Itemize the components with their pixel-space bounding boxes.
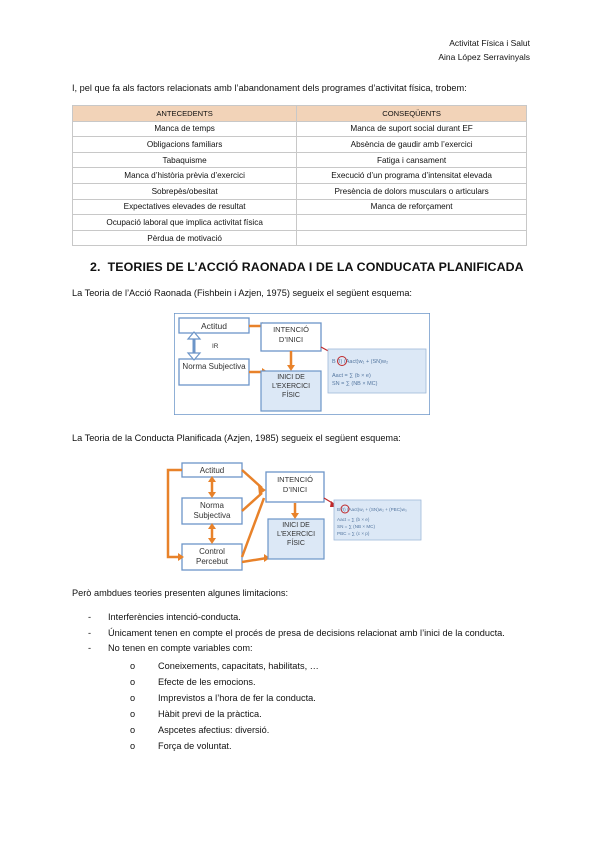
table-row	[73, 168, 527, 184]
norma-label: Norma Subjectiva	[193, 501, 231, 520]
sublist-item	[130, 674, 528, 690]
table-cell: Manca d’història prèvia d’exercici	[73, 168, 297, 184]
control-label: Control Percebut	[195, 547, 229, 566]
formula-line1: B (I) (Aact)w₁ + (SN)w₂	[332, 359, 389, 365]
formula-line4: PBC = ∑ (c × p)	[337, 531, 370, 536]
list-dash: -	[88, 612, 92, 622]
formula-line2: Aact = ∑ (b × e)	[337, 517, 370, 522]
table-cell: Absència de gaudir amb l’exercici	[297, 137, 527, 153]
column-header: CONSEQÜENTS	[297, 106, 527, 122]
section-heading	[90, 260, 524, 274]
factors-table	[72, 105, 527, 246]
table-cell: Pèrdua de motivació	[73, 230, 297, 246]
list-dash: -	[88, 627, 92, 638]
list-item-text: No tenen en compte variables com:	[108, 643, 253, 653]
header-subject: Activitat Física i Salut	[449, 38, 530, 48]
list-item-text: Interferències intenció-conducta.	[108, 612, 241, 622]
sublist-item-text: Força de voluntat.	[158, 740, 232, 751]
sublist-item	[130, 738, 528, 754]
table-row	[73, 152, 527, 168]
list-item-text: Únicament tenen en compte el procés de presa de decisions relacionat amb l’inici de la conducta.	[108, 627, 505, 638]
table-cell: Sobrepès/obesitat	[73, 183, 297, 199]
intencio-label: INTENCIÓ D’INICI	[273, 325, 309, 344]
sublist-bullet: o	[130, 676, 136, 687]
diagram-accio-raonada	[174, 313, 430, 415]
inici-label: INICI DE L’EXERCICI FÍSIC	[276, 522, 316, 547]
arrow-actitud-intencio	[242, 470, 262, 488]
formula-line3: SN = ∑ (NB × MC)	[332, 381, 378, 387]
list-item	[88, 610, 528, 626]
inici-label: INICI DE L’EXERCICI FÍSIC	[271, 374, 311, 399]
table-cell: Manca de suport social durant EF	[297, 121, 527, 137]
sublist-item	[130, 690, 528, 706]
list-item	[88, 641, 528, 754]
table-row	[73, 121, 527, 137]
sublist-item-text: Imprevistos a l’hora de fer la conducta.	[158, 692, 316, 703]
table-header-row	[73, 106, 527, 122]
table-cell	[297, 215, 527, 231]
page-header	[438, 36, 530, 64]
sublist-bullet: o	[130, 724, 136, 735]
para-accio-raonada: La Teoria de l’Acció Raonada (Fishbein i Azjen, 1975) segueix el següent esquema:	[72, 288, 412, 298]
table-row	[73, 137, 527, 153]
table-row	[73, 230, 527, 246]
list-dash: -	[88, 643, 92, 653]
table-cell: Execució d’un programa d’intensitat elevada	[297, 168, 527, 184]
table-cell	[297, 230, 527, 246]
table-cell: Ocupació laboral que implica activitat física	[73, 215, 297, 231]
table-cell: Obligacions familiars	[73, 137, 297, 153]
table-cell: Fatiga i cansament	[297, 152, 527, 168]
sublist-item-text: Coneixements, capacitats, habilitats, …	[158, 660, 319, 671]
sublist-item-text: Hàbit previ de la pràctica.	[158, 708, 262, 719]
actitud-label: Actitud	[201, 321, 227, 331]
sublist-bullet: o	[130, 660, 136, 671]
table-row	[73, 215, 527, 231]
table-cell: Tabaquisme	[73, 152, 297, 168]
sublist-item-text: Aspcetes afectius: diversió.	[158, 724, 270, 735]
section-number: 2.	[90, 260, 101, 274]
table-cell: Manca de reforçament	[297, 199, 527, 215]
intro-text: I, pel que fa als factors relacionats amb l’abandonament dels programes d’activitat física, trobem:	[72, 83, 467, 93]
norma-label: Norma Subjectiva	[182, 362, 246, 371]
table-row	[73, 183, 527, 199]
para-conducta-planificada: La Teoria de la Conducta Planificada (Azjen, 1985) segueix el següent esquema:	[72, 433, 401, 443]
arrow-control-inici	[242, 558, 267, 562]
table-cell: Expectatives elevades de resultat	[73, 199, 297, 215]
sublist-bullet: o	[130, 692, 136, 703]
section-title: TEORIES DE L’ACCIÓ RAONADA I DE LA CONDUCATA PLANIFICADA	[107, 260, 524, 274]
limitations-list	[88, 610, 528, 754]
formula-line1: B (I) (Aact)w₁ + (SN)w₂ + (PBC)w₃	[337, 507, 407, 512]
sublist-bullet: o	[130, 740, 136, 751]
formula-line3: SN = ∑ (NB × MC)	[337, 524, 375, 529]
header-author: Aina López Serravinyals	[438, 52, 530, 62]
table-row	[73, 199, 527, 215]
table-cell: Manca de temps	[73, 121, 297, 137]
variables-sublist	[108, 658, 528, 754]
ir-label: IR	[212, 343, 219, 350]
sublist-item	[130, 706, 528, 722]
sublist-item-text: Efecte de les emocions.	[158, 676, 256, 687]
table-cell: Presència de dolors musculars o articulars	[297, 183, 527, 199]
para-limitacions: Però ambdues teories presenten algunes limitacions:	[72, 588, 289, 598]
column-header: ANTECEDENTS	[73, 106, 297, 122]
list-item	[88, 626, 528, 642]
sublist-item	[130, 722, 528, 738]
actitud-label: Actitud	[199, 466, 225, 475]
intencio-label: INTENCIÓ D’INICI	[277, 475, 313, 494]
sublist-item	[130, 658, 528, 674]
sublist-bullet: o	[130, 708, 136, 719]
diagram-conducta-planificada	[162, 458, 424, 572]
formula-line2: Aact = ∑ (b × e)	[332, 373, 371, 379]
arrow-actitud-control	[168, 470, 182, 557]
